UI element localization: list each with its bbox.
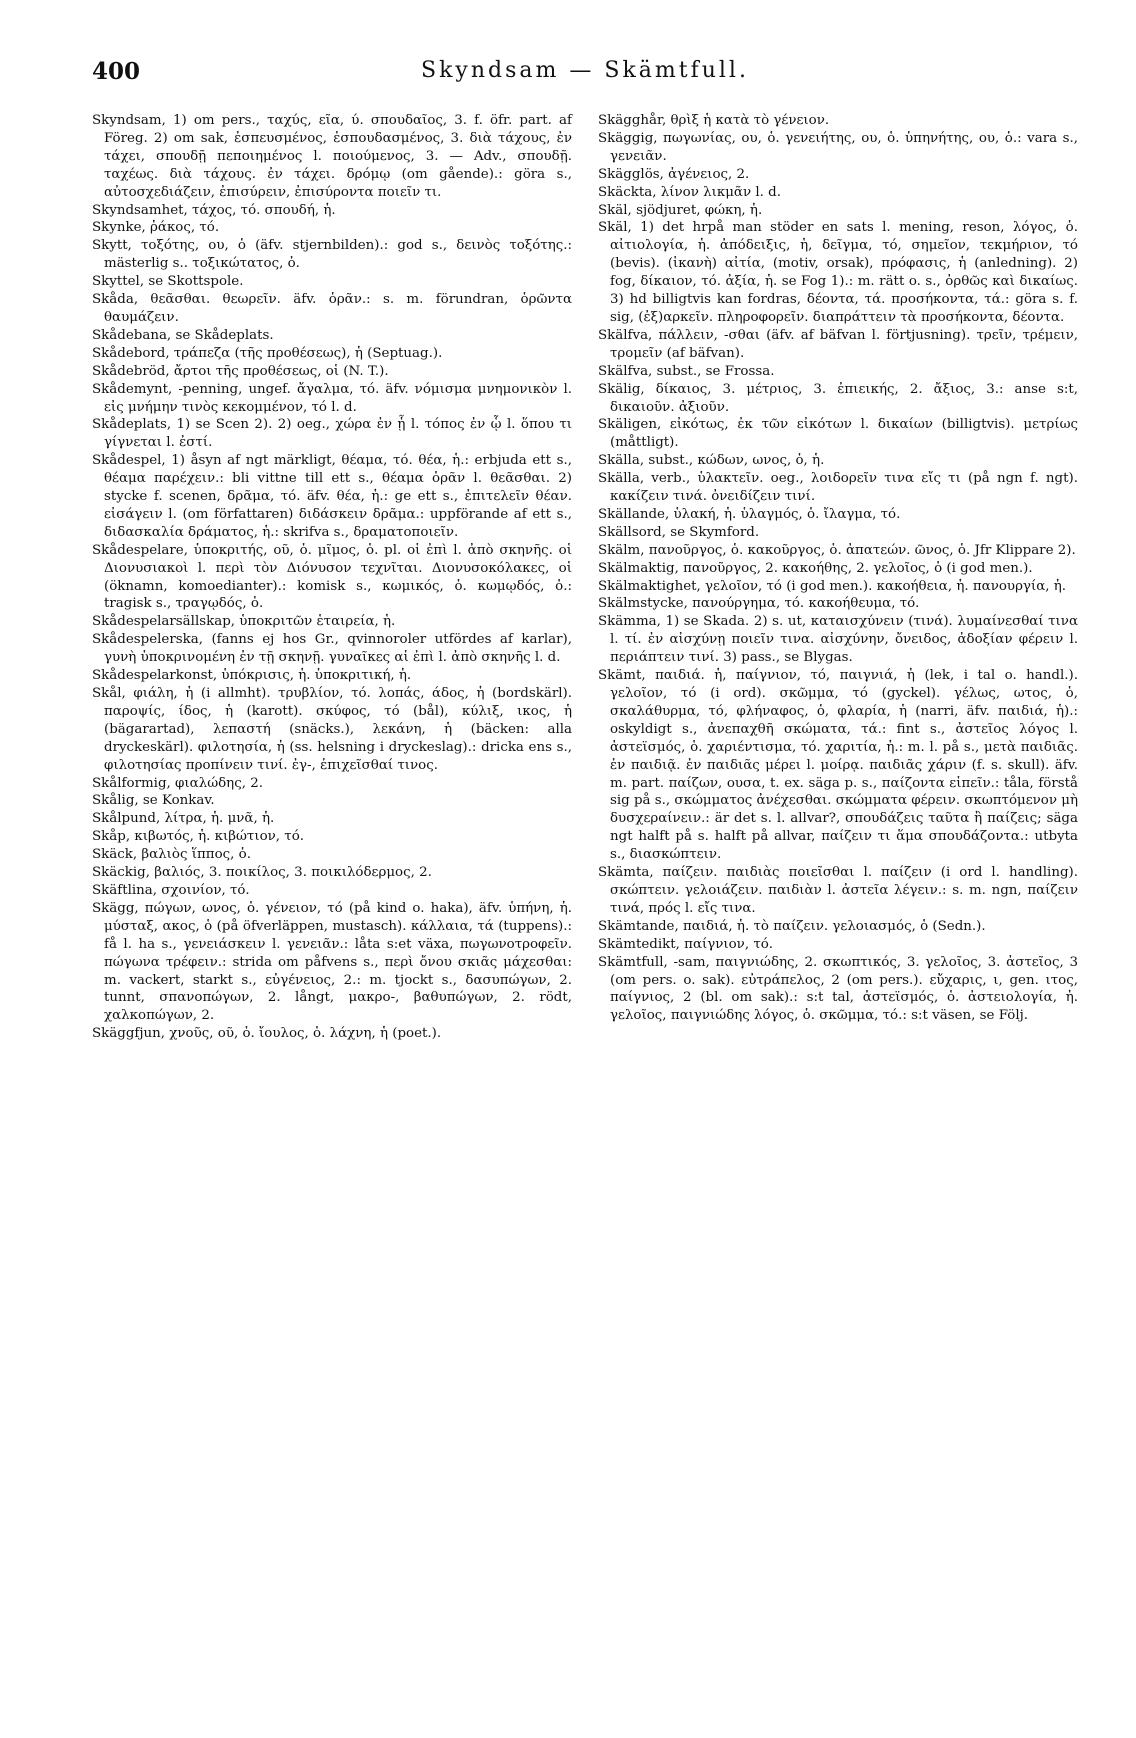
dictionary-entry: Skyndsamhet, τάχος, τό. σπουδή, ἡ.: [92, 202, 336, 218]
dictionary-entry: Skälfva, πάλλειν, -σθαι (äfv. af bäfvan l. förtjusning). τρεῖν, τρέμειν, τρομεῖν (af bäfvan).: [598, 327, 1078, 361]
dictionary-entry: Skådespelerska, (fanns ej hos Gr., qvinnoroler utfördes af karlar), γυνὴ ὑποκρινομένη ἐν τῇ σκηνῇ. γυναῖκες αἱ ἐπὶ l. ἀπὸ σκηνῆς l. d.: [92, 632, 572, 666]
running-head: Skyndsam — Skämtfull.: [421, 58, 749, 83]
dictionary-entry: Skådebord, τράπεζα (τῆς προθέσεως), ἡ (Septuag.).: [92, 345, 443, 361]
dictionary-entry: Skägg, πώγων, ωνος, ὁ. γένειον, τό (på kind o. haka), äfv. ὑπήνη, ἡ. μύσταξ, ακος, ὁ (på öfverläppen, mustasch). κάλλαια, τά (tuppens).: få l. ha s., γενειάσκειν l. γενειᾶν.: låta s:et växa, πωγωνοτροφεῖν. πώγωνα τρέφειν.: strida om påfvens s., περὶ ὄνου σκιᾶς μάχεσθαι: m. vackert, starkt s., εὐγένειος, 2.: m. tjockt s., δασυπώγων, 2. tunnt, σπανοπώγων, 2. långt, μακρο-, βαθυπώγων, 2. rödt, χαλκοπώγων, 2.: [92, 900, 572, 1024]
dictionary-entry: Skyttel, se Skottspole.: [92, 274, 244, 290]
dictionary-entry: Skälig, δίκαιος, 3. μέτριος, 3. ἐπιεικής, 2. ἄξιος, 3.: anse s:t, δικαιοῦν. ἀξιοῦν.: [598, 381, 1078, 415]
dictionary-entry: Skägghår, θρὶξ ἡ κατὰ τὸ γένειον.: [598, 113, 830, 128]
dictionary-entry: Skådespelare, ὑποκριτής, οῦ, ὁ. μῖμος, ὁ. pl. οἱ ἐπὶ l. ἀπὸ σκηνῆς. οἱ Διονυσιακοὶ l. περὶ τὸν Διόνυσον τεχνῖται. Διονυσοκόλακες, οἱ (öknamn, komoedianter).: komisk s., κωμικός, ὁ. κωμῳδός, ὁ.: tragisk s., τραγῳδός, ὁ.: [92, 542, 572, 612]
dictionary-entry: Skämtande, παιδιά, ἡ. τὸ παίζειν. γελοιασμός, ὁ (Sedn.).: [598, 918, 986, 934]
dictionary-entry: Skälmaktighet, γελοῖον, τό (i god men.). κακοήθεια, ἡ. πανουργία, ἡ.: [598, 578, 1067, 594]
dictionary-entry: Skälla, subst., κώδων, ωνος, ὁ, ἡ.: [598, 453, 825, 469]
dictionary-entry: Skynke, ῥάκος, τό.: [92, 220, 220, 236]
dictionary-entry: Skålig, se Konkav.: [92, 793, 215, 809]
page-header: [92, 58, 1078, 94]
dictionary-entry: Skåda, θεᾶσθαι. θεωρεῖν. äfv. ὁρᾶν.: s. m. förundran, ὁρῶντα θαυμάζειν.: [92, 292, 572, 325]
dictionary-entry: Skådebröd, ἄρτοι τῆς προθέσεως, οἱ (N. T.).: [92, 363, 389, 379]
dictionary-entry: Skådeplats, 1) se Scen 2). 2) oeg., χώρα ἐν ᾗ l. τόπος ἐν ᾧ l. ὅπου τι γίγνεται l. ἐστί.: [92, 417, 572, 451]
dictionary-entry: Skämtfull, -sam, παιγνιώδης, 2. σκωπτικός, 3. γελοῖος, 3. ἀστεῖος, 3 (om pers. o. sak). εὐτράπελος, 2 (om pers.). εὔχαρις, ι, gen. ιτος, παίγνιος, 2 (bl. om sak).: s:t tal, ἀστεϊσμός, ὁ. ἀστειολογία, ἡ. γελοῖος, παιγνιώδης λόγος, ὁ. σκῶμμα, τό.: s:t väsen, se Följ.: [598, 954, 1078, 1024]
dictionary-entry: Skålpund, λίτρα, ἡ. μνᾶ, ἡ.: [92, 811, 275, 827]
dictionary-entry: Skäggfjun, χνοῦς, οῦ, ὁ. ἴουλος, ὁ. λάχνη, ἡ (poet.).: [92, 1026, 442, 1042]
dictionary-entry: Skådemynt, -penning, ungef. ἄγαλμα, τό. äfv. νόμισμα μνημονικὸν l. εἰς μνήμην τινὸς κεκομμένον, τό l. d.: [92, 381, 572, 415]
dictionary-entry: Skälm, πανοῦργος, ὁ. κακοῦργος, ὁ. ἀπατεών. ῶνος, ὁ. Jfr Klippare 2).: [598, 542, 1076, 558]
dictionary-entry: Skåp, κιβωτός, ἡ. κιβώτιον, τό.: [92, 829, 305, 845]
dictionary-entry: Skådespelarkonst, ὑπόκρισις, ἡ. ὑποκριτική, ἡ.: [92, 668, 412, 684]
right-column: [598, 112, 1078, 1043]
dictionary-entry: Skäck, βαλιὸς ἵππος, ὁ.: [92, 847, 251, 863]
dictionary-entry: Skytt, τοξότης, ου, ὁ (äfv. stjernbilden).: god s., δεινὸς τοξότης.: mästerlig s.. τοξικώτατος, ὁ.: [92, 238, 572, 272]
dictionary-entry: Skälfva, subst., se Frossa.: [598, 363, 775, 379]
dictionary-entry: Skälmaktig, πανοῦργος, 2. κακοήθης, 2. γελοῖος, ὁ (i god men.).: [598, 560, 1033, 576]
dictionary-entry: Skådespel, 1) åsyn af ngt märkligt, θέαμα, τό. θέα, ἡ.: erbjuda ett s., θέαμα παρέχειν.: bli vittne till ett s., θέαμα ὁρᾶν l. θεᾶσθαι. 2) stycke f. scenen, δρᾶμα, τό. äfv. θέα, ἡ.: ge ett s., ἐπιτελεῖν θέαν. εἰσάγειν l. (om författaren) διδάσκειν δρᾶμα.: uppförande af ett s., διδασκαλία δράματος, ἡ.: skrifva s., δραματοποιεῖν.: [92, 453, 572, 540]
dictionary-entry: Skäggig, πωγωνίας, ου, ὁ. γενειήτης, ου, ὁ. ὑπηνήτης, ου, ὁ.: vara s., γενειᾶν.: [598, 130, 1078, 164]
dictionary-entry: Skägglös, ἀγένειος, 2.: [598, 166, 750, 182]
dictionary-entry: Skämma, 1) se Skada. 2) s. ut, καταισχύνειν (τινά). λυμαίνεσθαί τινα l. τί. ἐν αἰσχύνῃ ποιεῖν τινα. αἰσχύνην, ὄνειδος, ἀδοξίαν φέρειν l. περιάπτειν τινί. 3) pass., se Blygas.: [598, 614, 1078, 666]
dictionary-entry: Skäckta, λίνον λικμᾶν l. d.: [598, 184, 781, 200]
dictionary-entry: Skämta, παίζειν. παιδιὰς ποιεῖσθαι l. παίζειν (i ord l. handling). σκώπτειν. γελοιάζειν. παιδιὰν l. ἀστεῖα λέγειν.: s. m. ngn, παίζειν τινά, πρός l. εἴς τινα.: [598, 865, 1078, 916]
dictionary-entry: Skälmstycke, πανούργημα, τό. κακοήθευμα, τό.: [598, 596, 920, 612]
dictionary-entry: Skäckig, βαλιός, 3. ποικίλος, 3. ποικιλόδερμος, 2.: [92, 865, 432, 881]
dictionary-entry: Skäftlina, σχοινίον, τό.: [92, 882, 250, 898]
dictionary-entry: Skäligen, εἰκότως, ἐκ τῶν εἰκότων l. δικαίων (billigtvis). μετρίως (måttligt).: [598, 417, 1078, 451]
dictionary-entry: Skällsord, se Skymford.: [598, 524, 760, 540]
dictionary-entry: Skällande, ὑλακή, ἡ. ὑλαγμός, ὁ. ἴλαγμα, τό.: [598, 506, 901, 522]
dictionary-entry: Skäl, 1) det hrpå man stöder en sats l. mening, reson, λόγος, ὁ. αἰτιολογία, ἡ. ἀπόδειξις, ἡ, δεῖγμα, τό, σημεῖον, τεκμήριον, τό (bevis). (ἱκανὴ) αἰτία, (motiv, orsak), πρόφασις, ἡ (anledning). 2) fog, δίκαιον, τό. ἀξία, ἡ. se Fog 1).: m. rätt o. s., ὀρθῶς καὶ δικαίως. 3) hd billigtvis kan fordras, δέοντα, τά. προσήκοντα, τά.: göra s. f. sig, (ἐξ)αρκεῖν. πληροφορεῖν. διαπράττειν τὰ προσήκοντα, δέοντα.: [598, 220, 1078, 325]
dictionary-entry: Skämtedikt, παίγνιον, τό.: [598, 936, 774, 952]
text-columns: [92, 112, 1078, 1043]
page-number: 400: [92, 58, 141, 85]
dictionary-entry: Skål, φιάλη, ἡ (i allmht). τρυβλίον, τό. λοπάς, άδος, ἡ (bordskärl). παροψίς, ίδος, ἡ (karott). σκύφος, τό (bål), κύλιξ, ικος, ἡ (bägarartad), λεπαστή (snäcks.), λεκάνη, ἡ (bäcken: alla dryckeskärl). φιλοτησία, ἡ (ss. helsning i dryckeslag).: dricka ens s., φιλοτησίας προπίνειν τινί. ἐγ-, ἐπιχεῖσθαί τινος.: [92, 686, 572, 773]
dictionary-entry: Skyndsam, 1) om pers., ταχύς, εῖα, ύ. σπουδαῖος, 3. f. öfr. part. af Föreg. 2) om sak, ἐσπευσμένος, ἐσπουδασμένος, 3. διὰ τάχους, ἐν τάχει, σπουδῇ πεποιημένος l. ποιούμενος, 3. — Adv., σπουδῇ. ταχέως. διὰ τάχους. ἐν τάχει. δρόμῳ (om gående).: göra s., αὐτοσχεδιάζειν, ἐπισύρειν, ἐπισύροντα ποιεῖν τι.: [92, 113, 572, 200]
dictionary-entry: Skälla, verb., ὑλακτεῖν. oeg., λοιδορεῖν τινα εἴς τι (på ngn f. ngt). κακίζειν τινά. ὀνειδίζειν τινί.: [598, 471, 1078, 505]
dictionary-entry: Skådespelarsällskap, ὑποκριτῶν ἑταιρεία, ἡ.: [92, 614, 396, 630]
dictionary-entry: Skämt, παιδιά. ἡ, παίγνιον, τό, παιγνιά, ἡ (lek, i tal o. handl.). γελοῖον, τό (i ord). σκῶμμα, τό (gyckel). γέλως, ωτος, ὁ, σκαλάθυρμα, τό, φλήναφος, ὁ, φλαρία, ἡ (narri, äfv. παιδιά, ἡ).: oskyldigt s., ἀνεπαχθῆ σκώματα, τά.: fint s., ἀστεῖος λόγος l. ἀστεϊσμός, ὁ. χαριέντισμα, τό. χαριτία, ἡ.: m. l. på s., μετὰ παιδιᾶς. ἐν παιδιᾷ. ἐν παιδιᾶς μέρει l. μοίρᾳ. παιδιᾶς χάριν (f. s. skull). äfv. m. part. παίζων, ουσα, t. ex. säga p. s., παίζοντα εἰπεῖν.: tåla, förstå sig på s., σκώμματος ἀνέχεσθαι. σκώμματα φέρειν. σκωπτόμενον μὴ δυσχεραίνειν.: är det s. l. allvar?, σπουδάζεις ταῦτα ἢ παίζεις; säga ngt halft på s. halft på allvar, παίζειν τι ἅμα σπουδάζοντα.: utbyta s., διασκώπτειν.: [598, 668, 1078, 863]
dictionary-entry: Skådebana, se Skådeplats.: [92, 327, 274, 343]
dictionary-entry: Skäl, sjödjuret, φώκη, ἡ.: [598, 202, 763, 218]
dictionary-entry: Skålformig, φιαλώδης, 2.: [92, 775, 263, 791]
left-column: [92, 112, 572, 1043]
